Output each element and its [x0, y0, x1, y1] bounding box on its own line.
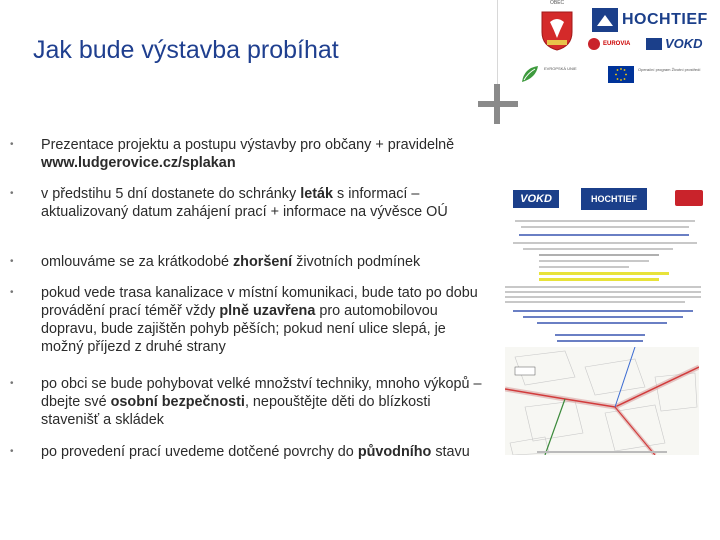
vokd-mark-icon [646, 38, 662, 50]
list-item [10, 136, 488, 172]
leaflet-text-line [539, 266, 629, 268]
op-note: Operační program Životní prostředí [638, 67, 701, 72]
leaflet-heading-line [557, 340, 643, 342]
environment-program-icon [520, 64, 540, 84]
bullet-text: s informací – aktualizovaný datum zahájení prací + informace na vývěsce OÚ [41, 186, 448, 220]
leaflet-text-line [505, 296, 701, 298]
list-item [10, 443, 488, 461]
leaflet-heading-line [555, 334, 645, 336]
vokd-logo [646, 36, 703, 51]
list-item [10, 185, 488, 221]
leaflet-text-line [505, 291, 701, 293]
leaflet-text-line [523, 248, 673, 250]
eurovia-logo [588, 38, 630, 50]
leaflet-text-line [539, 260, 649, 262]
list-item [10, 284, 488, 356]
leaflet-text-line [513, 242, 697, 244]
leaflet-heading-line [537, 322, 667, 324]
bullet-text: stavu [431, 444, 470, 460]
eurovia-mark-icon [588, 38, 600, 50]
leaflet-hochtief-logo: HOCHTIEF [581, 188, 647, 210]
eu-funding-row [520, 64, 720, 86]
hochtief-logo [592, 8, 712, 32]
bullet-emphasis: osobní bezpečnosti [110, 394, 245, 410]
bullet-text: , nepouštějte děti do blízkosti stavenišť a skládek [41, 394, 431, 428]
leaflet-text-line [505, 286, 701, 288]
bullet-text: omlouváme se za krátkodobé [41, 254, 233, 270]
bullet-text: životních podmínek [292, 254, 421, 270]
slide-title: Jak bude výstavba probíhat [33, 36, 339, 64]
bullet-text: po obci se bude pohybovat velké množství techniky, mnoho výkopů – dbejte své [41, 376, 482, 410]
eurovia-logo-text: EUROVIA [603, 41, 631, 47]
leaflet-text-line [515, 220, 695, 222]
eu-note: EVROPSKÁ UNIE [544, 66, 577, 71]
bullet-emphasis: www.ludgerovice.cz/splakan [41, 155, 236, 171]
bullet-emphasis: plně uzavřena [219, 303, 316, 319]
bullet-text: v předstihu 5 dní dostanete do schránky [41, 186, 301, 202]
leaflet-text-line [521, 226, 689, 228]
leaflet-heading-line [513, 310, 693, 312]
list-item [10, 253, 488, 271]
leaflet-text-line [539, 254, 659, 256]
route-map-image [505, 347, 699, 455]
leaflet-highlight-line [539, 272, 669, 275]
bullet-text: pro automobilovou dopravu, bude zajištěn pohyb pěších; pokud není ulice slepá, je možný příjezd z druhé strany [41, 303, 446, 355]
bullet-emphasis: zhoršení [232, 254, 293, 270]
partner-logos [520, 0, 720, 100]
bullet-text: Prezentace projektu a postupu výstavby pro občany + pravidelně [41, 137, 455, 153]
leaflet-header [505, 184, 703, 214]
hochtief-mark-icon [592, 8, 618, 32]
list-item [10, 375, 488, 429]
leaflet-heading-line [519, 234, 689, 236]
bullet-emphasis: původního [357, 444, 432, 460]
cross-decoration-horizontal [478, 101, 518, 107]
leaflet-highlight-line [539, 278, 659, 281]
eu-flag-icon [608, 66, 634, 83]
bullet-emphasis: leták [300, 186, 334, 202]
hochtief-logo-text: HOCHTIEF [622, 11, 708, 28]
leaflet-heading-line [523, 316, 683, 318]
vokd-logo-text: VOKD [665, 36, 703, 51]
municipality-crest-icon [538, 8, 576, 52]
leaflet-footer-line [537, 451, 667, 453]
leaflet-vokd-logo: VOKD [513, 190, 559, 208]
bullet-text: pokud vede trasa kanalizace v místní komunikaci, bude tato po dobu provádění prací téměř vždy [41, 285, 478, 319]
leaflet-eurovia-logo [675, 190, 703, 206]
leaflet-text-line [505, 301, 685, 303]
bullet-text: po provedení prací uvedeme dotčené povrchy do [41, 444, 358, 460]
leaflet-thumbnail [497, 172, 707, 464]
crest-label: OBEC [550, 0, 565, 6]
